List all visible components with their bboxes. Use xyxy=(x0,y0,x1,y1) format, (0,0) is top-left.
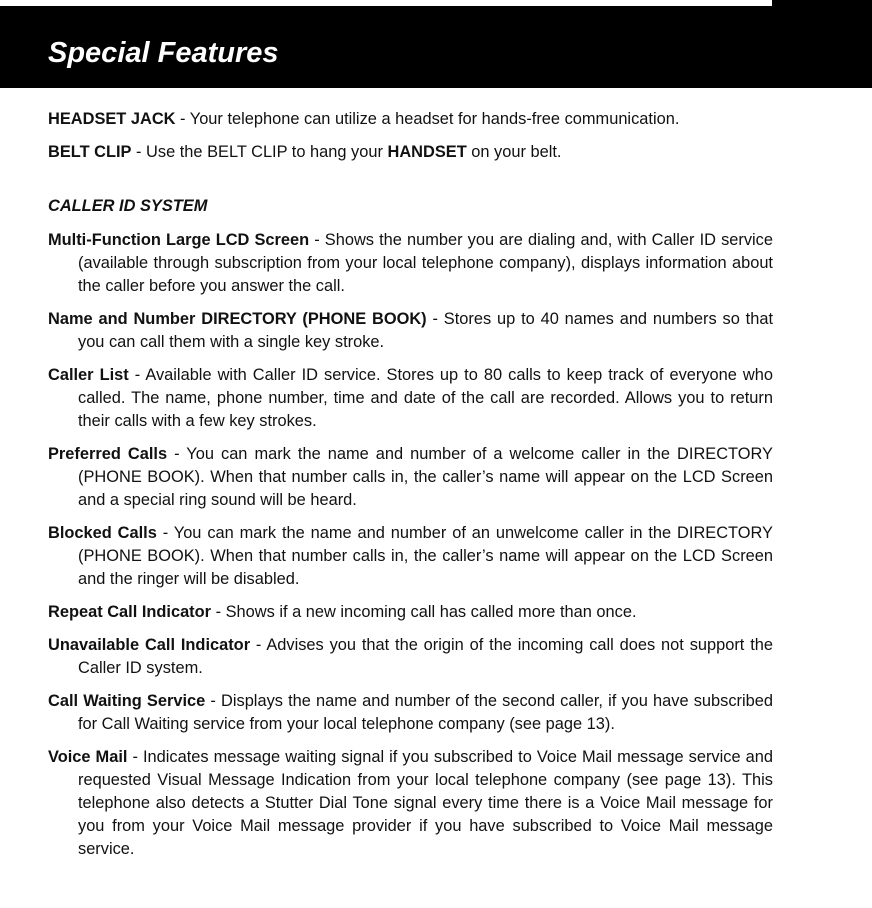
feature-term: Voice Mail xyxy=(48,748,128,766)
feature-description: - Displays the name and number of the second caller, if you have subscribed for Call Waiting service from your local telephone company (see page 13). xyxy=(78,692,773,733)
page-content xyxy=(48,108,773,871)
feature-term: Repeat Call Indicator xyxy=(48,603,212,621)
feature-term: Blocked Calls xyxy=(48,524,157,542)
feature-term: Multi-Function Large LCD Screen xyxy=(48,231,310,249)
feature-description: - Your telephone can utilize a headset for hands-free communication. xyxy=(175,110,680,128)
feature-description: - Use the BELT CLIP to hang your xyxy=(131,143,388,161)
feature-call-waiting xyxy=(48,690,773,736)
feature-voice-mail xyxy=(48,746,773,861)
page-title: Special Features xyxy=(48,37,279,69)
feature-repeat-call-indicator xyxy=(48,601,773,624)
feature-description: - Advises you that the origin of the incoming call does not support the Caller ID system. xyxy=(78,636,773,677)
feature-lcd-screen xyxy=(48,229,773,298)
feature-belt-clip xyxy=(48,141,773,164)
feature-term: Unavailable Call Indicator xyxy=(48,636,251,654)
feature-term: HEADSET JACK xyxy=(48,110,176,128)
feature-term: BELT CLIP xyxy=(48,143,132,161)
feature-term: Call Waiting Service xyxy=(48,692,206,710)
feature-description: - You can mark the name and number of an unwelcome caller in the DIRECTORY (PHONE BOOK). When that number calls in, the caller’s name will appear on the LCD Screen and the ringer will be disabled. xyxy=(78,524,773,588)
feature-description: - Indicates message waiting signal if you subscribed to Voice Mail message service and requested Visual Message Indication from your local telephone company (see page 13). This telephone also detects a Stutter Dial Tone signal every time there is a Voice Mail message for you from your Voice Mail message provider if you have subscribed to Voice Mail message service. xyxy=(78,748,773,858)
feature-blocked-calls xyxy=(48,522,773,591)
section-heading-caller-id: CALLER ID SYSTEM xyxy=(48,197,208,215)
feature-headset-jack xyxy=(48,108,773,131)
feature-description: - Shows if a new incoming call has called more than once. xyxy=(211,603,637,621)
feature-emphasis: HANDSET xyxy=(387,143,467,161)
header-tab-block xyxy=(772,0,872,88)
feature-preferred-calls xyxy=(48,443,773,512)
feature-description: - You can mark the name and number of a welcome caller in the DIRECTORY (PHONE BOOK). When that number calls in, the caller’s name will appear on the LCD Screen and a special ring sound will be heard. xyxy=(78,445,773,509)
feature-caller-list xyxy=(48,364,773,433)
feature-description: - Stores up to 40 names and numbers so that you can call them with a single key stroke. xyxy=(78,310,773,351)
feature-directory xyxy=(48,308,773,354)
feature-term: Preferred Calls xyxy=(48,445,168,463)
feature-description: - Available with Caller ID service. Stores up to 80 calls to keep track of everyone who called. The name, phone number, time and date of the call are recorded. Allows you to return their calls with a few key strokes. xyxy=(78,366,774,430)
feature-description: on your belt. xyxy=(466,143,562,161)
feature-term: Name and Number DIRECTORY (PHONE BOOK) xyxy=(48,310,427,328)
feature-description: - Shows the number you are dialing and, with Caller ID service (available through subscription from your local telephone company), displays information about the caller before you answer the call. xyxy=(78,231,773,295)
feature-term: Caller List xyxy=(48,366,129,384)
feature-unavailable-call-indicator xyxy=(48,634,773,680)
